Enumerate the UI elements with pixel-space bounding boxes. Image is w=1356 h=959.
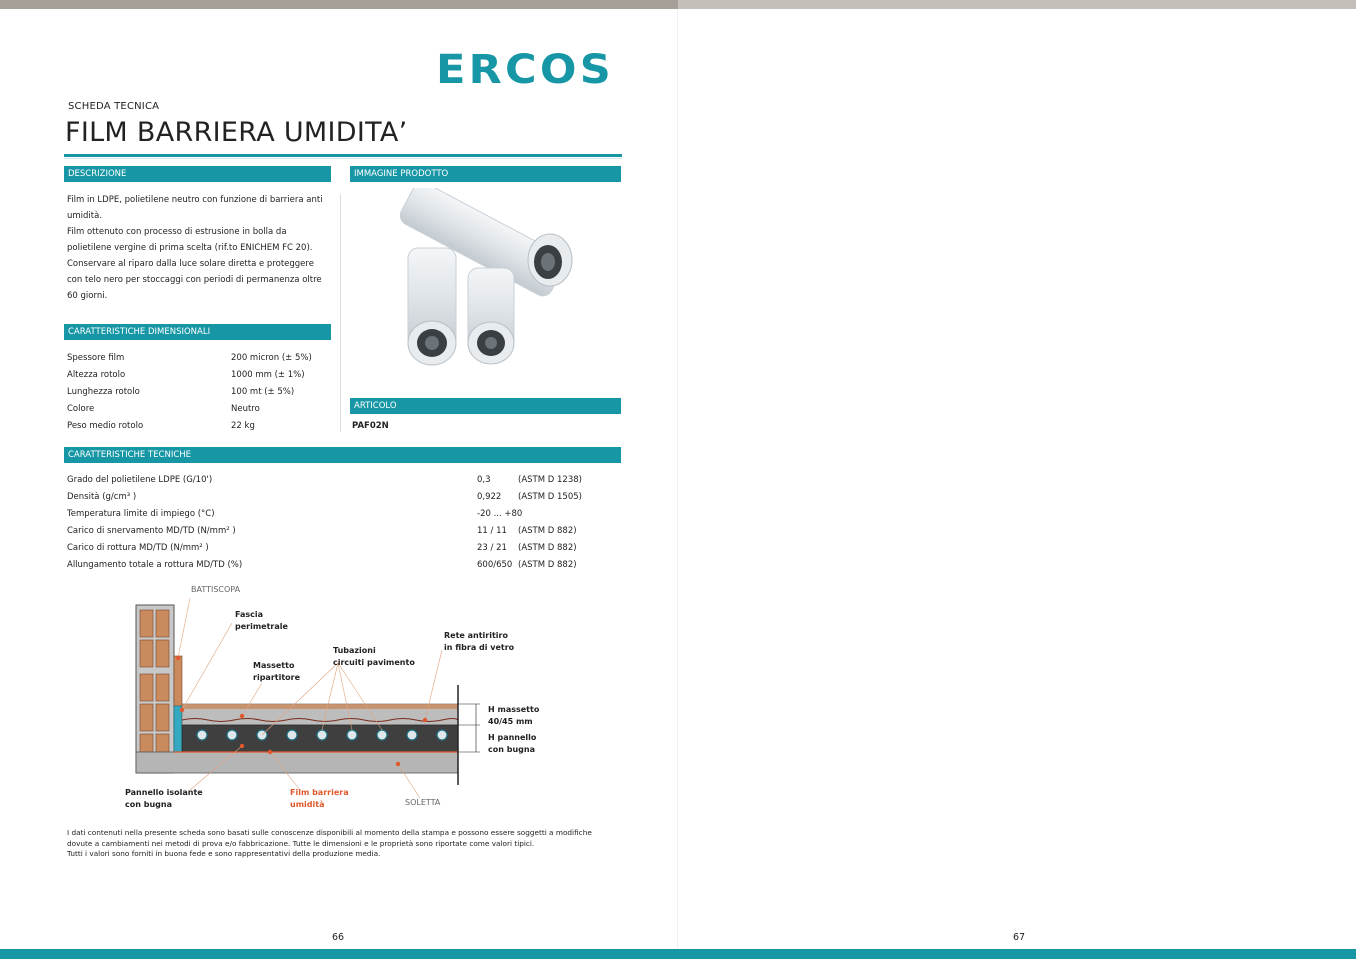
top-bar-left — [0, 0, 678, 9]
label-tubazioni — [333, 645, 415, 669]
technical-label: Grado del polietilene LDPE (G/10') — [67, 475, 213, 485]
label-rete-line1: Rete antiritiro — [444, 631, 508, 640]
title-rule — [64, 154, 622, 157]
section-articolo: ARTICOLO — [350, 398, 621, 414]
label-pannello-line1: Pannello isolante — [125, 788, 203, 797]
page-divider — [677, 9, 678, 949]
label-fascia-perimetrale — [235, 609, 288, 633]
technical-norm: (ASTM D 882) — [518, 543, 577, 553]
technical-norm: (ASTM D 1505) — [518, 492, 582, 502]
product-image-film-rolls — [400, 188, 590, 373]
description-line: Film ottenuto con processo di estrusione in bolla da — [67, 227, 287, 237]
technical-value: 11 / 11 — [477, 526, 507, 536]
dimensional-value: Neutro — [231, 404, 260, 414]
title-rule-thin — [64, 158, 622, 159]
label-pannello-line2: con bugna — [125, 800, 172, 809]
technical-norm: (ASTM D 882) — [518, 560, 577, 570]
label-fascia-line1: Fascia — [235, 610, 264, 619]
label-hmassetto-line2: 40/45 mm — [488, 717, 533, 726]
label-film-barriera — [290, 787, 349, 811]
description-line: Film in LDPE, polietilene neutro con funzione di barriera anti — [67, 195, 323, 205]
label-massetto-ripartitore — [253, 660, 300, 684]
label-hpannello-line2: con bugna — [488, 745, 535, 754]
column-separator — [340, 194, 341, 432]
page-number-right: 67 — [1013, 932, 1026, 943]
footnote-line: dovute a cambiamenti nei metodi di prova e/o fabbricazione. Tutte le dimensioni e le proprietà sono riportate come valori tipici. — [67, 838, 535, 848]
floor-section-diagram — [120, 580, 550, 820]
page-number-left: 66 — [332, 932, 345, 943]
description-line: Conservare al riparo dalla luce solare diretta e proteggere — [67, 259, 314, 269]
dimensional-value: 1000 mm (± 1%) — [231, 370, 305, 380]
description-line: 60 giorni. — [67, 291, 108, 301]
label-massetto-line1: Massetto — [253, 661, 295, 670]
section-caratteristiche-dimensionali: CARATTERISTICHE DIMENSIONALI — [64, 324, 331, 340]
dimensional-label: Colore — [67, 404, 95, 414]
label-film-line1: Film barriera — [290, 788, 349, 797]
label-hmassetto-line1: H massetto — [488, 705, 540, 714]
label-rete-antiritiro — [444, 630, 514, 654]
label-tubazioni-line2: circuiti pavimento — [333, 658, 415, 667]
page-title: FILM BARRIERA UMIDITA’ — [65, 117, 408, 148]
description-line: umidità. — [67, 211, 103, 221]
technical-value: 600/650 — [477, 560, 513, 570]
dimensional-value: 100 mt (± 5%) — [231, 387, 295, 397]
bottom-bar — [0, 949, 1356, 959]
description-text — [67, 192, 337, 304]
label-soletta: SOLETTA — [405, 798, 441, 807]
label-pannello-isolante — [125, 787, 203, 811]
article-code: PAF02N — [352, 421, 389, 431]
label-tubazioni-line1: Tubazioni — [333, 646, 376, 655]
dimensional-value: 200 micron (± 5%) — [231, 353, 312, 363]
label-film-line2: umidità — [290, 800, 325, 809]
description-line: polietilene vergine di prima scelta (rif.to ENICHEM FC 20). — [67, 243, 313, 253]
dimensional-label: Peso medio rotolo — [67, 421, 144, 431]
technical-norm: (ASTM D 1238) — [518, 475, 582, 485]
section-descrizione: DESCRIZIONE — [64, 166, 331, 182]
technical-label: Temperatura limite di impiego (°C) — [67, 509, 215, 519]
doc-type: SCHEDA TECNICA — [68, 101, 160, 112]
description-line: con telo nero per stoccaggi con periodi di permanenza oltre — [67, 275, 322, 285]
technical-value: 0,922 — [477, 492, 502, 502]
technical-norm: (ASTM D 882) — [518, 526, 577, 536]
top-bar-right — [678, 0, 1356, 9]
label-hpannello-line1: H pannello — [488, 733, 537, 742]
section-immagine-prodotto: IMMAGINE PRODOTTO — [350, 166, 621, 182]
ercos-logo — [435, 52, 615, 86]
label-fascia-line2: perimetrale — [235, 622, 288, 631]
technical-label: Allungamento totale a rottura MD/TD (%) — [67, 560, 243, 570]
label-h-massetto — [488, 704, 539, 728]
technical-label: Carico di rottura MD/TD (N/mm² ) — [67, 543, 209, 553]
label-h-pannello — [488, 732, 536, 756]
technical-value: -20 ... +80 — [477, 509, 523, 519]
technical-value: 0,3 — [477, 475, 491, 485]
dimensional-label: Lunghezza rotolo — [67, 387, 140, 397]
label-rete-line2: in fibra di vetro — [444, 643, 515, 652]
technical-label: Densità (g/cm³ ) — [67, 492, 137, 502]
technical-label: Carico di snervamento MD/TD (N/mm² ) — [67, 526, 236, 536]
label-battiscopa: BATTISCOPA — [191, 585, 241, 594]
section-caratteristiche-tecniche: CARATTERISTICHE TECNICHE — [64, 447, 621, 463]
label-massetto-line2: ripartitore — [253, 673, 301, 682]
dimensional-value: 22 kg — [231, 421, 255, 431]
dimensional-label: Spessore film — [67, 353, 125, 363]
technical-value: 23 / 21 — [477, 543, 507, 553]
svg-text:ERCOS: ERCOS — [436, 52, 614, 86]
dimensional-label: Altezza rotolo — [67, 370, 126, 380]
footnote-line: I dati contenuti nella presente scheda sono basati sulle conoscenze disponibili al momento della stampa e possono essere soggetti a modifiche — [67, 828, 592, 837]
footnote-line: Tutti i valori sono forniti in buona fede e sono rappresentativi della produzione media. — [67, 849, 381, 858]
disclaimer-footnote — [67, 828, 627, 860]
